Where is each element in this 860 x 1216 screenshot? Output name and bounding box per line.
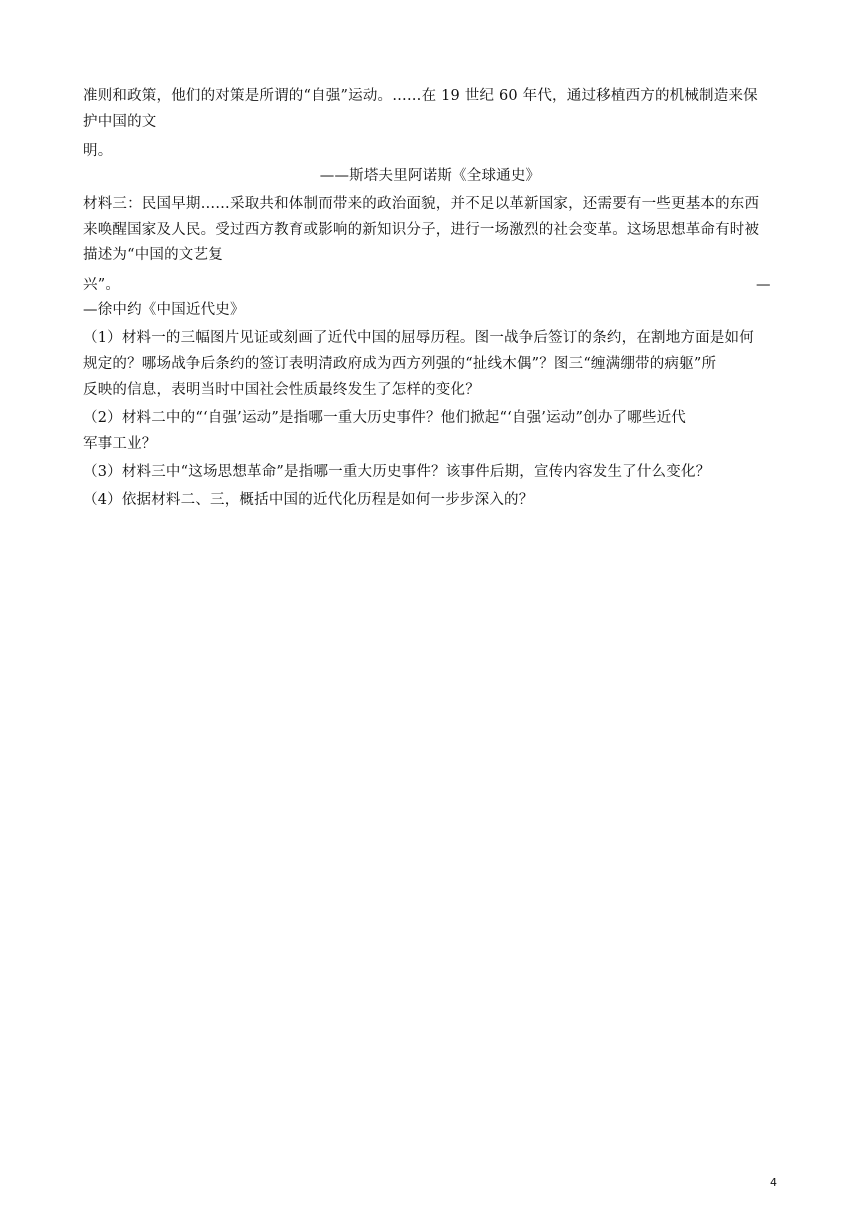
material3-text-line3: 描述为“中国的文艺复	[83, 247, 223, 263]
material3-source: —徐中约《中国近代史》	[83, 302, 245, 318]
question2-line1: （2）材料二中的“‘自强’运动”是指哪一重大历史事件？他们掀起“‘自强’运动”创办了哪些近代	[83, 410, 687, 426]
material2-source: ——斯塔夫里阿诺斯《全球通史》	[319, 168, 541, 184]
material2-text-line2: 护中国的文	[83, 114, 157, 130]
material2-text-line3: 明。	[83, 143, 113, 159]
material3-text-line4: 兴”。	[83, 277, 121, 293]
question1-line1: （1）材料一的三幅图片见证或刻画了近代中国的屈辱历程。图一战争后签订的条约，在割地方面是如何	[83, 330, 754, 346]
question1-line3: 反映的信息，表明当时中国社会性质最终发生了怎样的变化？	[83, 382, 480, 398]
material3-text-line1: 材料三：民国早期……采取共和体制而带来的政治面貌，并不足以革新国家，还需要有一些更基本的东西	[83, 196, 760, 212]
page-number: 4	[770, 1176, 777, 1189]
question4: （4）依据材料二、三，概括中国的近代化历程是如何一步步深入的？	[83, 492, 534, 508]
material2-text-line1: 准则和政策，他们的对策是所谓的“自强”运动。……在 19 世纪 60 年代，通过移植西方的机械制造来保	[83, 88, 758, 104]
material3-source-dash: —	[756, 277, 771, 293]
question2-line2: 军事工业？	[83, 436, 157, 452]
question1-line2: 规定的？哪场战争后条约的签订表明清政府成为西方列强的“扯线木偶”？图三“缠满绷带的病躯”所	[83, 356, 717, 372]
question3: （3）材料三中“这场思想革命”是指哪一重大历史事件？该事件后期，宣传内容发生了什么变化？	[83, 464, 711, 480]
material3-text-line2: 来唤醒国家及人民。受过西方教育或影响的新知识分子，进行一场激烈的社会变革。这场思想革命有时被	[83, 222, 760, 238]
